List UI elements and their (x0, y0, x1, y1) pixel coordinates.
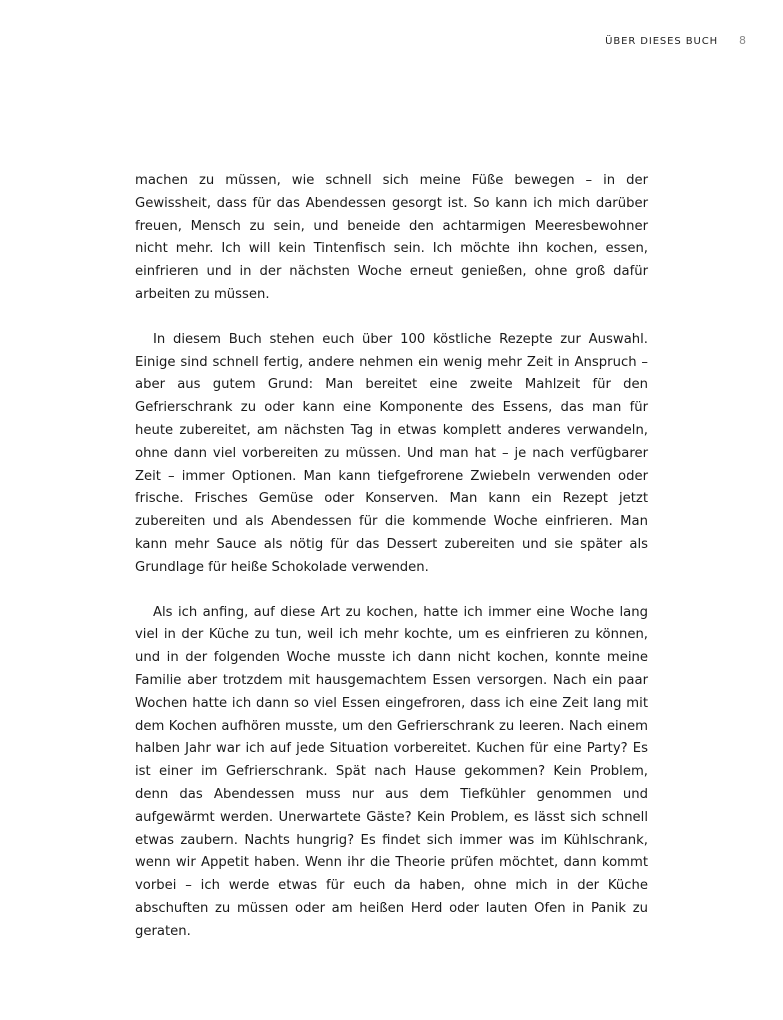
paragraph-3: Als ich anfing, auf diese Art zu kochen, hatte ich immer eine Woche lang viel in der Küche zu tun, weil ich mehr kochte, um es einfrieren zu können, und in der folgenden Woche musste ich dann nicht kochen, konnte meine Familie aber trotzdem mit hausgemachtem Essen versorgen. Nach ein paar Wochen hatte ich dann so viel Essen eingefroren, dass ich eine Zeit lang mit dem Kochen aufhören musste, um den Gefrierschrank zu leeren. Nach einem halben Jahr war ich auf jede Situation vorbereitet. Kuchen für eine Party? Es ist einer im Gefrierschrank. Spät nach Hause gekommen? Kein Problem, denn das Abendessen muss nur aus dem Tiefkühler genommen und aufgewärmt werden. Unerwartete Gäste? Kein Problem, es lässt sich schnell etwas zaubern. Nachts hungrig? Es findet sich immer was im Kühlschrank, wenn wir Appetit haben. Wenn ihr die Theorie prüfen möchtet, dann kommt vorbei – ich werde etwas für euch da haben, ohne mich in der Küche abschuften zu müssen oder am heißen Herd oder lauten Ofen in Panik zu geraten. (135, 604, 648, 939)
body-text (135, 170, 648, 966)
running-header (605, 34, 746, 47)
page-number: 8 (739, 34, 746, 47)
paragraph-1: machen zu müssen, wie schnell sich meine Füße bewegen – in der Gewissheit, dass für das Abendessen gesorgt ist. So kann ich mich darüber freuen, Mensch zu sein, und beneide den achtarmigen Meeresbewohner nicht mehr. Ich will kein Tintenfisch sein. Ich möchte ihn kochen, essen, einfrieren und in der nächsten Woche erneut genießen, ohne groß dafür arbeiten zu müssen. (135, 173, 648, 302)
section-title: ÜBER DIESES BUCH (605, 36, 718, 47)
paragraph-2: In diesem Buch stehen euch über 100 köstliche Rezepte zur Auswahl. Einige sind schnell fertig, andere nehmen ein wenig mehr Zeit in Anspruch – aber aus gutem Grund: Man bereitet eine zweite Mahlzeit für den Gefrierschrank zu oder kann eine Komponente des Essens, das man für heute zubereitet, am nächsten Tag in etwas komplett anderes verwandeln, ohne dann viel vorbereiten zu müssen. Und man hat – je nach verfügbarer Zeit – immer Optionen. Man kann tiefgefrorene Zwiebeln verwenden oder frische. Frisches Gemüse oder Konserven. Man kann ein Rezept jetzt zubereiten und als Abendessen für die kommende Woche einfrieren. Man kann mehr Sauce als nötig für das Dessert zubereiten und sie später als Grundlage für heiße Schokolade verwenden. (135, 331, 648, 575)
